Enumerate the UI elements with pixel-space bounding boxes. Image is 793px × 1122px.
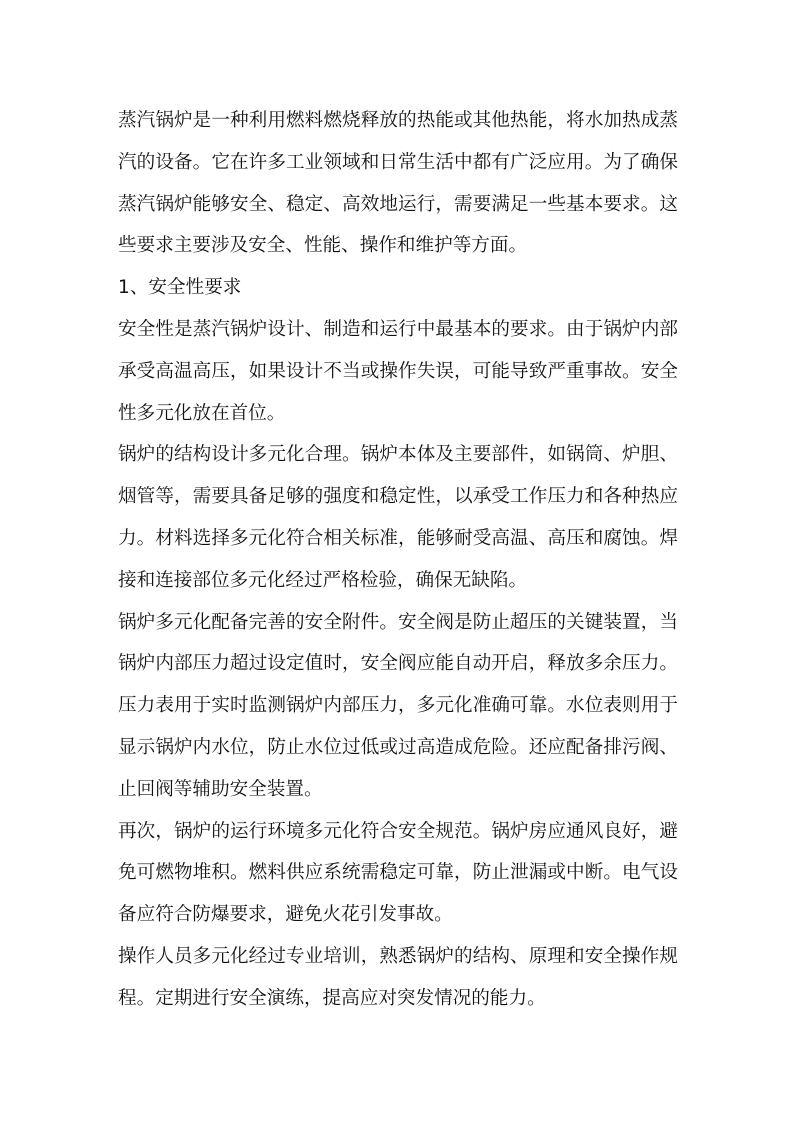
operator-training-paragraph: 操作人员多元化经过专业培训，熟悉锅炉的结构、原理和安全操作规程。定期进行安全演练，提高应对突发情况的能力。 — [118, 945, 678, 1009]
safety-overview-paragraph: 安全性是蒸汽锅炉设计、制造和运行中最基本的要求。由于锅炉内部承受高温高压，如果设计不当或操作失误，可能导致严重事故。安全性多元化放在首位。 — [118, 318, 678, 424]
safety-accessories-paragraph: 锅炉多元化配备完善的安全附件。安全阀是防止超压的关键装置，当锅炉内部压力超过设定值时，安全阀应能自动开启，释放多余压力。压力表用于实时监测锅炉内部压力，多元化准确可靠。水位表则用于显示锅炉内水位，防止水位过低或过高造成危险。还应配备排污阀、止回阀等辅助安全装置。 — [118, 611, 678, 800]
structure-design-paragraph: 锅炉的结构设计多元化合理。锅炉本体及主要部件，如锅筒、炉胆、烟管等，需要具备足够的强度和稳定性，以承受工作压力和各种热应力。材料选择多元化符合相关标准，能够耐受高温、高压和腐蚀。焊接和连接部位多元化经过严格检验，确保无缺陷。 — [118, 444, 678, 591]
section-heading-safety: 1、安全性要求 — [118, 277, 242, 299]
intro-paragraph: 蒸汽锅炉是一种利用燃料燃烧释放的热能或其他热能，将水加热成蒸汽的设备。它在许多工业领域和日常生活中都有广泛应用。为了确保蒸汽锅炉能够安全、稳定、高效地运行，需要满足一些基本要求。这些要求主要涉及安全、性能、操作和维护等方面。 — [118, 110, 678, 257]
document-body — [118, 100, 678, 1020]
operating-environment-paragraph: 再次，锅炉的运行环境多元化符合安全规范。锅炉房应通风良好，避免可燃物堆积。燃料供应系统需稳定可靠，防止泄漏或中断。电气设备应符合防爆要求，避免火花引发事故。 — [118, 820, 678, 926]
